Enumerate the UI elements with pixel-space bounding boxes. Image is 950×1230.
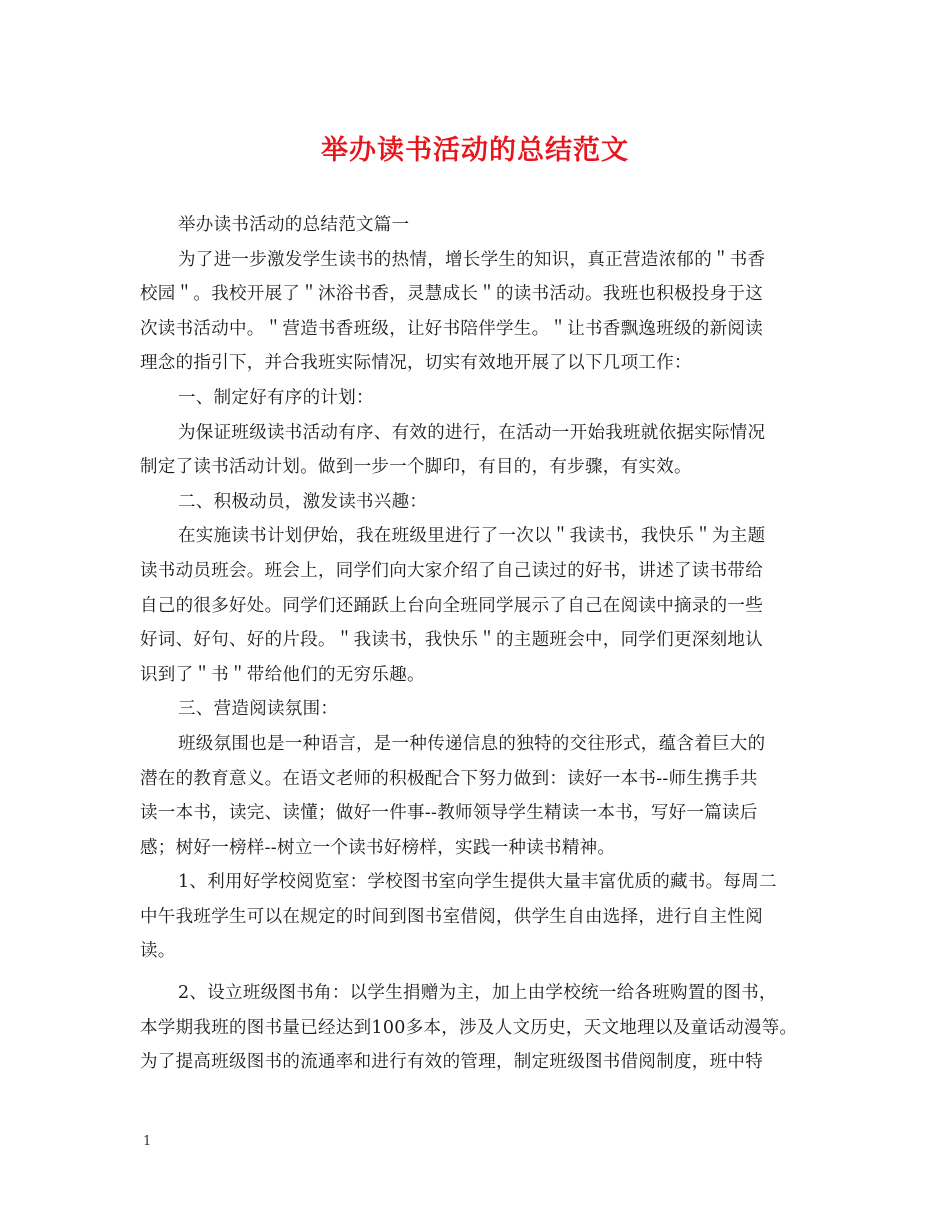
text-line: 潜在的教育意义。在语文老师的积极配合下努力做到：读好一本书--师生携手共	[140, 768, 758, 789]
text-line: 次读书活动中。＂营造书香班级，让好书陪伴学生。＂让书香飘逸班级的新阅读	[140, 318, 763, 339]
text-line: 班级氛围也是一种语言，是一种传递信息的独特的交往形式，蕴含着巨大的	[178, 733, 766, 754]
document-body	[140, 208, 830, 1080]
text-line: 三、营造阅读氛围：	[178, 699, 339, 720]
text-line: 本学期我班的图书量已经达到100多本，涉及人文历史，天文地理以及童话动漫等。	[140, 1017, 798, 1038]
text-line: 校园＂。我校开展了＂沐浴书香，灵慧成长＂的读书活动。我班也积极投身于这	[140, 284, 763, 305]
document-title: 举办读书活动的总结范文	[321, 135, 629, 166]
text-line: 举办读书活动的总结范文篇一	[178, 215, 410, 235]
text-line: 一、制定好有序的计划：	[178, 387, 374, 408]
text-line: 读。	[140, 941, 176, 962]
text-line: 中午我班学生可以在规定的时间到图书室借阅，供学生自由选择，进行自主性阅	[140, 906, 763, 927]
text-line: 为保证班级读书活动有序、有效的进行，在活动一开始我班就依据实际情况	[178, 422, 766, 443]
text-line: 读书动员班会。班会上，同学们向大家介绍了自己读过的好书，讲述了读书带给	[140, 560, 763, 581]
text-line: 为了提高班级图书的流通率和进行有效的管理，制定班级图书借阅制度，班中特	[140, 1052, 763, 1073]
page-number: 1	[143, 1134, 152, 1149]
text-line: 为了进一步激发学生读书的热情，增长学生的知识，真正营造浓郁的＂书香	[178, 249, 766, 270]
text-line: 自己的很多好处。同学们还踊跃上台向全班同学展示了自己在阅读中摘录的一些	[140, 595, 763, 616]
text-line: 制定了读书活动计划。做到一步一个脚印，有目的，有步骤，有实效。	[140, 457, 692, 478]
text-line: 好词、好句、好的片段。＂我读书，我快乐＂的主题班会中，同学们更深刻地认	[140, 630, 763, 651]
text-line: 2、设立班级图书角：以学生捐赠为主，加上由学校统一给各班购置的图书，	[178, 983, 777, 1004]
text-line: 在实施读书计划伊始，我在班级里进行了一次以＂我读书，我快乐＂为主题	[178, 526, 766, 547]
text-line: 理念的指引下，并合我班实际情况，切实有效地开展了以下几项工作：	[140, 353, 692, 374]
text-line: 1、利用好学校阅览室：学校图书室向学生提供大量丰富优质的藏书。每周二	[178, 872, 777, 893]
text-line: 读一本书，读完、读懂；做好一件事--教师领导学生精读一本书，写好一篇读后	[140, 803, 758, 824]
text-line: 识到了＂书＂带给他们的无穷乐趣。	[140, 664, 425, 685]
text-line: 二、积极动员，激发读书兴趣：	[178, 491, 428, 512]
text-line: 感；树好一榜样--树立一个读书好榜样，实践一种读书精神。	[140, 837, 616, 858]
